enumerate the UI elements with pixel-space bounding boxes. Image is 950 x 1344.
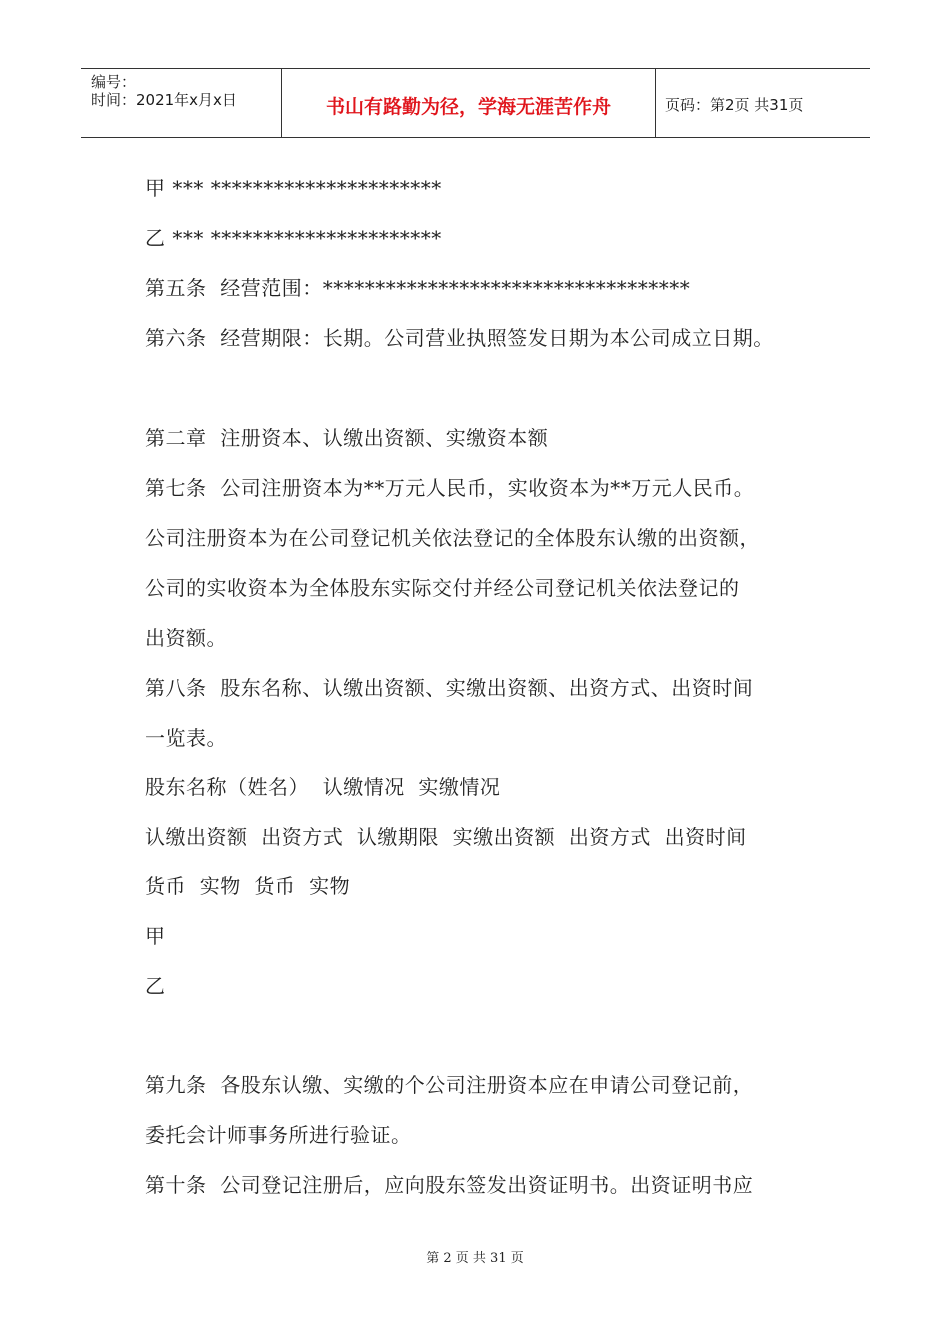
header-motto: 书山有路勤为径，学海无涯苦作舟: [325, 96, 611, 118]
header-page-indicator: 页码：第2页 共31页: [665, 96, 804, 114]
table-row-label: 甲: [145, 924, 166, 948]
body-line: 甲 *** **********************: [145, 176, 442, 200]
article-6: 第六条 经营期限：长期。公司营业执照签发日期为本公司成立日期。: [145, 326, 774, 350]
header-right-cell: [655, 69, 870, 137]
table-header-line: 股东名称（姓名） 认缴情况 实缴情况: [145, 775, 501, 799]
table-type-line: 货币 实物 货币 实物: [145, 874, 351, 898]
body-line: 委托会计师事务所进行验证。: [145, 1123, 412, 1147]
header-middle-cell: [281, 69, 656, 137]
page-header: [81, 68, 870, 138]
article-10: 第十条 公司登记注册后，应向股东签发出资证明书。出资证明书应: [145, 1173, 754, 1197]
document-number-label: 编号：: [91, 73, 137, 91]
page-footer: 第 2 页 共 31 页: [426, 1251, 524, 1266]
article-8: 第八条 股东名称、认缴出资额、实缴出资额、出资方式、出资时间: [145, 676, 754, 700]
table-row-label: 乙: [145, 974, 166, 998]
body-line: 一览表。: [145, 726, 227, 750]
table-subheader-line: 认缴出资额 出资方式 认缴期限 实缴出资额 出资方式 出资时间: [145, 825, 747, 849]
article-5: 第五条 经营范围：***********************************: [145, 276, 691, 300]
article-7: 第七条 公司注册资本为**万元人民币，实收资本为**万元人民币。: [145, 476, 755, 500]
body-line: 出资额。: [145, 626, 227, 650]
body-line: 公司的实收资本为全体股东实际交付并经公司登记机关依法登记的: [145, 576, 740, 600]
chapter-2-heading: 第二章 注册资本、认缴出资额、实缴资本额: [145, 426, 549, 450]
body-line: 公司注册资本为在公司登记机关依法登记的全体股东认缴的出资额，: [145, 526, 760, 550]
header-left-cell: [81, 69, 281, 137]
body-line: 乙 *** **********************: [145, 226, 442, 250]
document-date-label: 时间：2021年x月x日: [91, 91, 237, 109]
article-9: 第九条 各股东认缴、实缴的个公司注册资本应在申请公司登记前，: [145, 1073, 754, 1097]
